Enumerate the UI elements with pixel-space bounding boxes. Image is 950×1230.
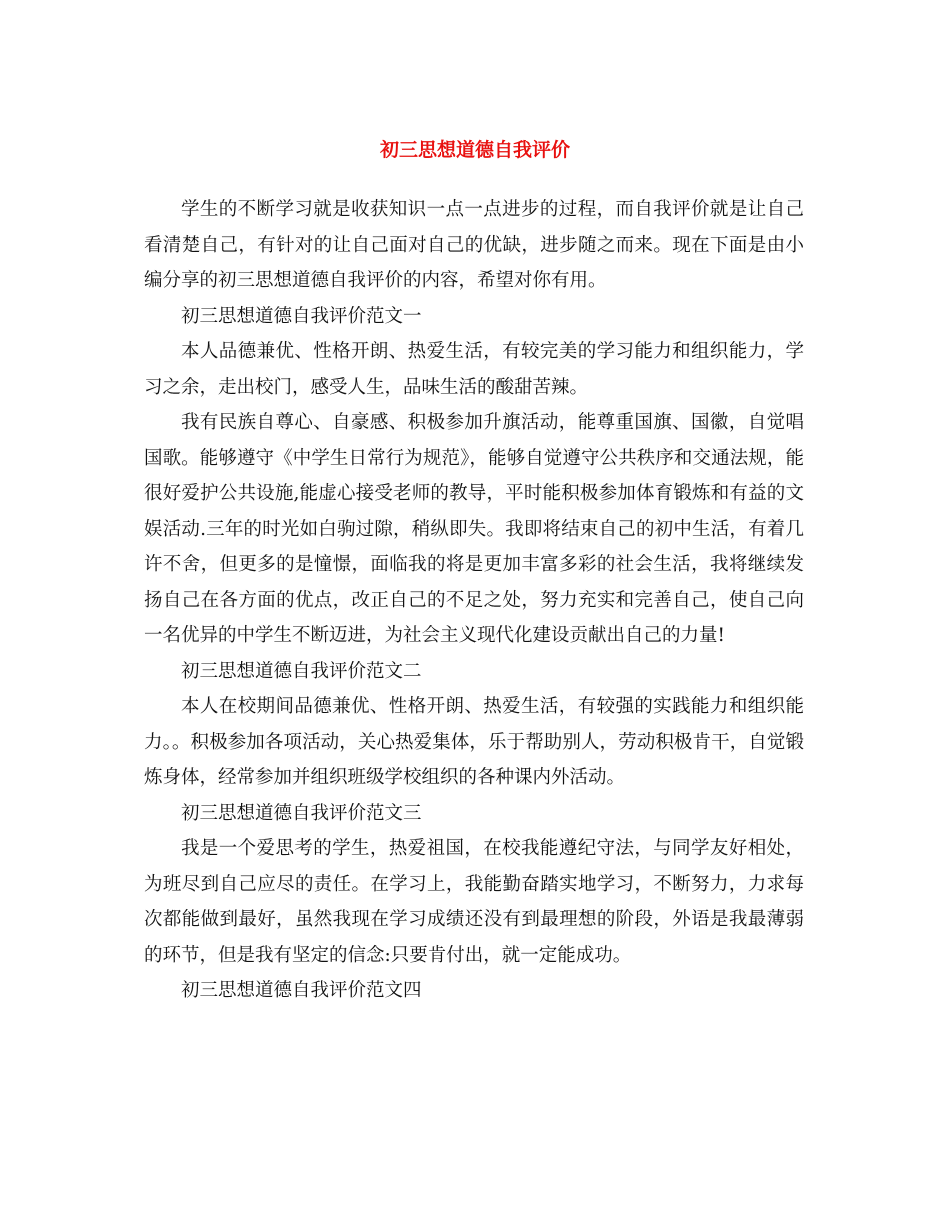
document-title: 初三思想道德自我评价 (379, 139, 570, 161)
section-heading-1: 初三思想道德自我评价范文一 (181, 305, 422, 327)
section-heading-2: 初三思想道德自我评价范文二 (181, 660, 422, 682)
paragraph: 我有民族自尊心、自豪感、积极参加升旗活动，能尊重国旗、国徽，自觉唱国歌。能够遵守《中学生日常行为规范》，能够自觉遵守公共秩序和交通法规，能很好爱护公共设施,能虚心接受老师的教导，平时能积极参加体育锻炼和有益的文娱活动.三年的时光如白驹过隙，稍纵即失。我即将结束自己的初中生活，有着几许不舍，但更多的是憧憬，面临我的将是更加丰富多彩的社会生活，我将继续发扬自己在各方面的优点，改正自己的不足之处，努力充实和完善自己，使自己向一名优异的中学生不断迈进，为社会主义现代化建设贡献出自己的力量! (144, 412, 804, 646)
section-heading-4: 初三思想道德自我评价范文四 (181, 980, 422, 1001)
paragraph: 本人品德兼优、性格开朗、热爱生活，有较完美的学习能力和组织能力，学习之余，走出校门，感受人生，品味生活的酸甜苦辣。 (144, 341, 804, 398)
document-body (144, 192, 804, 1009)
paragraph: 本人在校期间品德兼优、性格开朗、热爱生活，有较强的实践能力和组织能力。。积极参加各项活动，关心热爱集体，乐于帮助别人，劳动积极肯干，自觉锻炼身体，经常参加并组织班级学校组织的各种课内外活动。 (144, 696, 804, 788)
paragraph-intro: 学生的不断学习就是收获知识一点一点进步的过程，而自我评价就是让自己看清楚自己，有针对的让自己面对自己的优缺，进步随之而来。现在下面是由小编分享的初三思想道德自我评价的内容，希望对你有用。 (144, 199, 804, 291)
section-heading-3: 初三思想道德自我评价范文三 (181, 802, 422, 824)
paragraph: 我是一个爱思考的学生，热爱祖国，在校我能遵纪守法，与同学友好相处，为班尽到自己应尽的责任。在学习上，我能勤奋踏实地学习，不断努力，力求每次都能做到最好，虽然我现在学习成绩还没有到最理想的阶段，外语是我最薄弱的环节，但是我有坚定的信念:只要肯付出，就一定能成功。 (144, 838, 804, 966)
